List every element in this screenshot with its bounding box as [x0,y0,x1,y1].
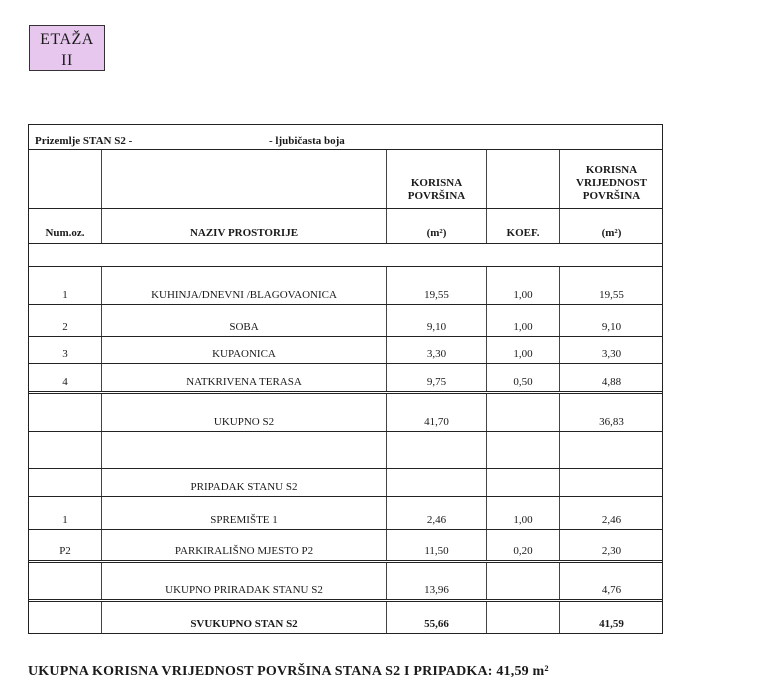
row-area: 19,55 [424,289,449,301]
header-row-bottom [29,209,662,244]
row-koef: 1,00 [513,321,533,333]
hdr-korisna-2: KORISNA [585,164,638,176]
grand-total-value: 41,59 [599,618,624,630]
row-num: 4 [62,376,68,388]
hdr-povrsina: POVRŠINA [407,190,466,202]
row-value: 2,30 [601,545,622,557]
row-name: KUHINJA/DNEVNI /BLAGOVAONICA [151,289,337,301]
row-area: 9,10 [426,321,447,333]
row-num: P2 [59,545,71,557]
subtotal-value: 4,76 [601,584,622,596]
row-area: 3,30 [426,348,447,360]
hdr-naziv: NAZIV PROSTORIJE [189,227,299,239]
total-value: 36,83 [599,416,624,428]
row-koef: 1,00 [513,514,533,526]
section-label: PRIPADAK STANU S2 [190,481,298,493]
summary-footer: UKUPNA KORISNA VRIJEDNOST POVRŠINA STANA S2 I PRIPADKA: 41,59 m² [28,664,549,679]
table-row [29,497,662,530]
row-name: NATKRIVENA TERASA [186,376,302,388]
hdr-koef: KOEF. [506,227,540,239]
hdr-unit-2: (m²) [601,227,622,239]
row-koef: 0,50 [513,376,533,388]
table-title [29,125,662,150]
row-koef: 0,20 [513,545,533,557]
total-row [29,394,662,432]
row-koef: 1,00 [513,348,533,360]
row-area: 9,75 [426,376,447,388]
row-value: 9,10 [601,321,622,333]
grand-total-label: SVUKUPNO STAN S2 [190,618,298,630]
table-row [29,305,662,337]
row-value: 2,46 [601,514,622,526]
title-suffix: - ljubičasta boja [269,135,345,147]
row-koef: 1,00 [513,289,533,301]
row-value: 4,88 [601,376,622,388]
grand-total-area: 55,66 [424,618,449,630]
grand-total-row [29,602,662,633]
subtotal-row [29,563,662,602]
etaza-label: ETAŽA [40,31,94,48]
row-area: 11,50 [424,545,449,557]
table-row [29,530,662,563]
spacer-row [29,244,662,267]
hdr-vrijednost: VRIJEDNOST [576,177,647,189]
hdr-povrsina-2: POVRŠINA [582,190,641,202]
total-area: 41,70 [424,416,449,428]
etaza-number: II [61,52,73,69]
hdr-unit-1: (m²) [426,227,447,239]
area-table [28,124,663,634]
header-row-top [29,150,662,209]
empty-row [29,432,662,469]
row-name: SOBA [229,321,259,333]
row-name: PARKIRALIŠNO MJESTO P2 [174,545,314,557]
hdr-num: Num.oz. [45,227,85,239]
subtotal-area: 13,96 [424,584,449,596]
title-prefix: Prizemlje STAN S2 - [35,135,133,147]
etaza-box [29,25,105,71]
hdr-korisna: KORISNA [410,177,463,189]
subtotal-label: UKUPNO PRIRADAK STANU S2 [165,584,323,596]
row-name: KUPAONICA [212,348,276,360]
row-value: 19,55 [599,289,624,301]
row-num: 2 [62,321,68,333]
total-label: UKUPNO S2 [213,416,275,428]
table-row [29,364,662,394]
row-area: 2,46 [426,514,447,526]
row-num: 3 [62,348,68,360]
row-num: 1 [62,514,68,526]
row-value: 3,30 [601,348,622,360]
table-row [29,337,662,364]
row-num: 1 [62,289,68,301]
section-row [29,469,662,497]
row-name: SPREMIŠTE 1 [210,514,278,526]
table-row [29,267,662,305]
